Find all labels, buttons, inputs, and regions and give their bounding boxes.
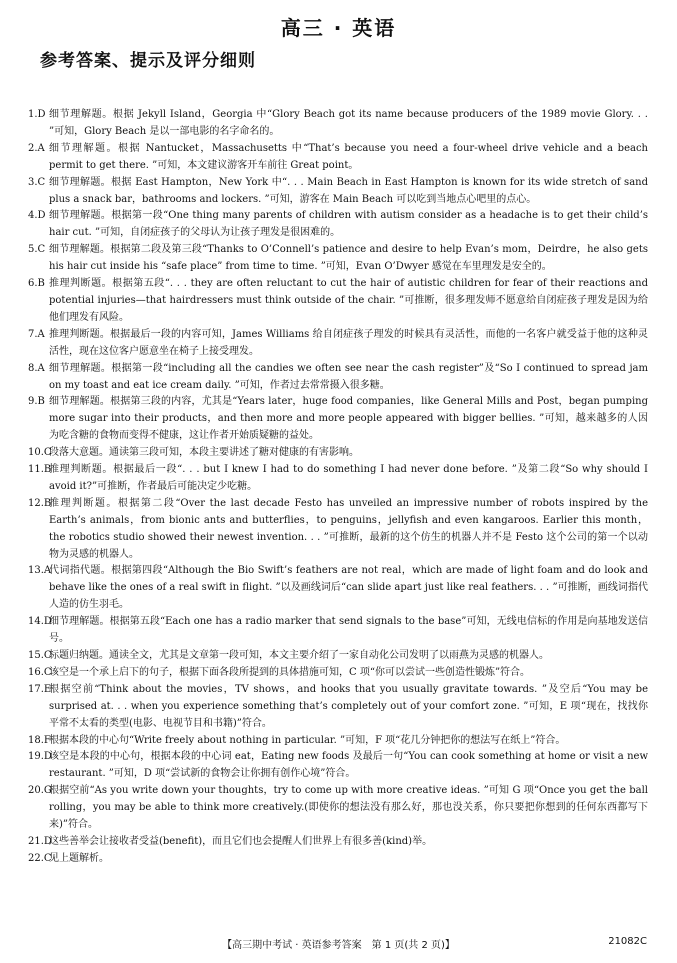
answer-explanation: 细节理解题。根据第五段“Each one has a radio marker that send signals to the base”可知，无线电信标的作用是向基地发送信号。 — [49, 616, 648, 645]
answer-item — [28, 614, 648, 648]
answer-explanation: 这些善举会让接收者受益(benefit)，而且它们也会提醒人们世界上有很多善(kind)举。 — [49, 835, 433, 847]
answer-number: 12.B — [28, 497, 52, 509]
answer-number: 22.C — [28, 852, 52, 864]
answer-item — [28, 141, 648, 175]
answer-item — [28, 733, 648, 750]
answer-item — [28, 394, 648, 445]
answer-item — [28, 851, 648, 868]
answer-number: 9.B — [28, 396, 45, 408]
answer-number: 8.A — [28, 362, 45, 374]
answer-item — [28, 749, 648, 783]
answer-item — [28, 276, 648, 327]
answer-explanation: 标题归纳题。通读全文，尤其是文章第一段可知，本文主要介绍了一家自动化公司发明了以雨燕为灵感的机器人。 — [49, 650, 549, 661]
answer-item — [28, 783, 648, 834]
answer-number: 11.B — [28, 464, 52, 476]
answer-item — [28, 445, 648, 462]
footer-code: 21082C — [608, 936, 647, 947]
answer-explanation: 细节理解题。根据第一段“including all the candies we often see near the cash register”及“So I continued to spread jam on my toast and eat ice cream daily. ”可知，作者过去常常摄入很多糖。 — [49, 362, 648, 391]
answer-item — [28, 682, 648, 733]
answer-number: 13.A — [28, 565, 52, 577]
page-subtitle: 参考答案、提示及评分细则 — [40, 51, 256, 71]
answer-item — [28, 563, 648, 614]
answer-number: 2.A — [28, 142, 45, 154]
answer-explanation: 细节理解题。根据第三段的内容，尤其是“Years later，huge food companies，like General Mills and Post，began pumping more sugar into their products，and then more and more people appeared with bigger bellies. ”可知，越来越多的人因为吃含糖的食物而变得不健康，这让作者开始质疑糖的益处。 — [49, 396, 648, 442]
answer-explanation: 该空是本段的中心句，根据本段的中心词 eat，Eating new foods 及最后一句“You can cook something at home or visit a new restaurant. ”可知，D 项“尝试新的食物会让你拥有创作心境”符合。 — [49, 751, 648, 780]
answer-list — [28, 107, 648, 868]
answer-item — [28, 834, 648, 851]
answer-explanation: 细节理解题。根据 Nantucket，Massachusetts 中“That’s because you need a four-wheel drive vehicle and a beach permit to get there. ”可知，本文建议游客开车前往 Great point。 — [49, 142, 648, 171]
answer-explanation: 细节理解题。根据 Jekyll Island，Georgia 中“Glory Beach got its name because producers of the 1989 movie Glory. . . ”可知，Glory Beach 是以一部电影的名字命名的。 — [49, 109, 648, 137]
footer-page-info: 【高三期中考试 · 英语参考答案 第 1 页(共 2 页)】 — [222, 940, 455, 951]
answer-number: 15.C — [28, 650, 52, 661]
answer-item — [28, 242, 648, 276]
answer-explanation: 见上题解析。 — [49, 852, 109, 864]
answer-explanation: 根据空前“Think about the movies，TV shows，and hooks that you usually gravitate towards. ”及空后“You may be surprised at. . . when you experience something that’s completely out of your comfort zone. ”可知，E 项“现在，找找你平常不太看的类型(电影、电视节目和书籍)”符合。 — [49, 683, 648, 729]
answer-number: 17.E — [28, 683, 52, 695]
answer-item — [28, 648, 648, 665]
answer-explanation: 推理判断题。根据最后一段的内容可知，James Williams 给自闭症孩子理发的时候具有灵活性，而他的一名客户就受益于他的这种灵活性，现在这位客户愿意坐在椅子上接受理发。 — [49, 328, 648, 357]
answer-number: 4.D — [28, 210, 46, 222]
page-title: 高三 · 英语 — [280, 16, 397, 40]
answer-number: 16.C — [28, 666, 52, 678]
answer-item — [28, 327, 648, 361]
answer-explanation: 推理判断题。根据第五段“. . . they are often reluctant to cut the hair of autistic children for fear of their reactions and potential injuries—that hairdressers must think outside of the chair. ”可推断，很多理发师不愿意给自闭症孩子理发是因为给他们理发有风险。 — [49, 278, 648, 323]
answer-number: 18.F — [28, 734, 51, 746]
answer-number: 10.C — [28, 447, 52, 459]
answer-number: 19.D — [28, 751, 52, 763]
answer-item — [28, 496, 648, 564]
answer-explanation: 细节理解题。根据第二段及第三段“Thanks to O’Connell’s patience and desire to help Evan’s mom，Deirdre，he also gets his hair cut inside his “safe place” from time to time. ”可知，Evan O’Dwyer 感觉在车里理发是安全的。 — [49, 244, 648, 273]
answer-number: 3.C — [28, 176, 46, 188]
answer-item — [28, 208, 648, 242]
answer-number: 1.D — [28, 109, 46, 120]
answer-number: 7.A — [28, 328, 45, 340]
answer-explanation: 根据本段的中心句“Write freely about nothing in particular. ”可知，F 项“花几分钟把你的想法写在纸上”符合。 — [49, 734, 566, 746]
answer-number: 14.D — [28, 616, 52, 628]
answer-explanation: 细节理解题。根据 East Hampton，New York 中“. . . Main Beach in East Hampton is known for its wide stretch of sand plus a snack bar，bathrooms and lockers. ”可知，游客在 Main Beach 可以吃到当地点心吧里的点心。 — [49, 176, 648, 205]
answer-number: 6.B — [28, 278, 45, 290]
answer-number: 20.G — [28, 785, 52, 797]
answer-item — [28, 665, 648, 682]
answer-item — [28, 361, 648, 395]
answer-explanation: 细节理解题。根据第一段“One thing many parents of children with autism consider as a headache is to get their child’s hair cut. ”可知，自闭症孩子的父母认为让孩子理发是很困难的。 — [49, 210, 648, 239]
answer-explanation: 根据空前“As you write down your thoughts，try to come up with more creative ideas. ”可知 G 项“Once you get the ball rolling，you may be able to think more creatively.(即使你的想法没有那么好，那也没关系，你只要把你想到的任何东西都写下来)”符合。 — [49, 785, 648, 831]
answer-explanation: 该空是一个承上启下的句子，根据下面各段所提到的具体措施可知，C 项“你可以尝试一些创造性锻炼”符合。 — [49, 666, 531, 678]
answer-explanation: 代词指代题。根据第四段“Although the Bio Swift’s feathers are not real，which are made of light foam and do look and behave like the ones of a real swift in flight. ”以及画线词后“can slide apart just like real feathers. . . ”可推断，画线词指代人造的仿生羽毛。 — [49, 565, 648, 611]
answer-item — [28, 107, 648, 141]
answer-number: 21.D — [28, 835, 52, 847]
answer-item — [28, 175, 648, 209]
answer-explanation: 推理判断题。根据最后一段“. . . but I knew I had to do something I had never done before. ”及第二段“So why should I avoid it?”可推断，作者最后可能决定少吃糖。 — [49, 464, 648, 492]
answer-explanation: 推理判断题。根据第二段“Over the last decade Festo has unveiled an impressive number of robots inspired by the Earth’s animals，from bionic ants and butterflies，to penguins，jellyfish and even kangaroos. Earlier this month，the robotics studio showed their newest invention. . . ”可推断，最新的这个仿生的机器人并不是 Festo 这个公司的第一个以动物为灵感的机器人。 — [49, 497, 648, 560]
answer-explanation: 段落大意题。通读第三段可知，本段主要讲述了糖对健康的有害影响。 — [49, 447, 359, 459]
answer-item — [28, 462, 648, 496]
answer-number: 5.C — [28, 244, 46, 256]
